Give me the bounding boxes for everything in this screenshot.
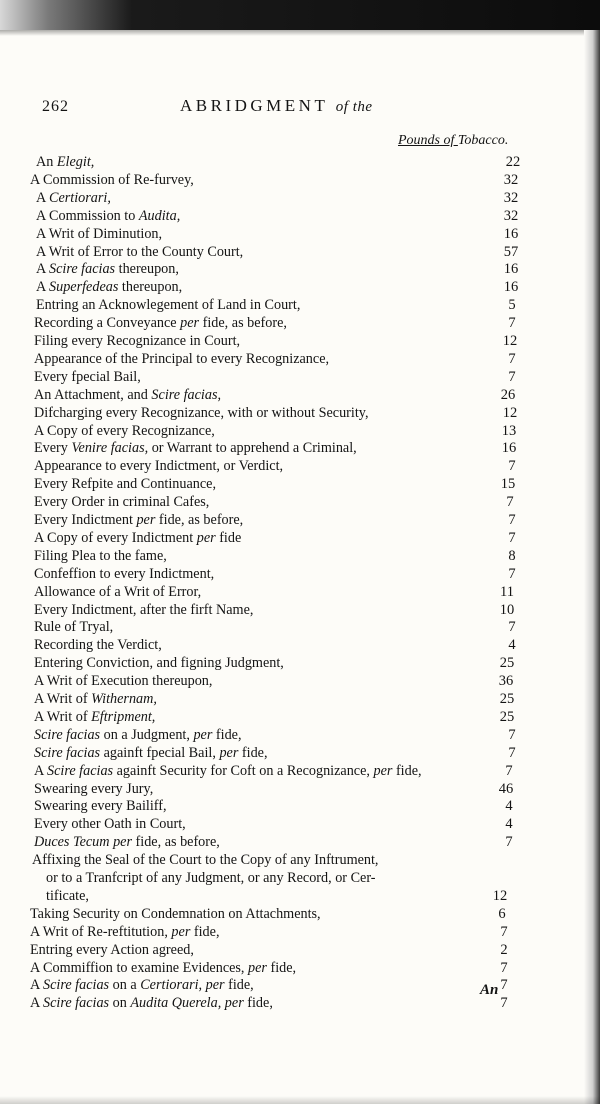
italic-text: Withernam,: [91, 691, 157, 707]
fee-entry: [36, 189, 520, 207]
fee-entry-value: 7: [508, 458, 516, 475]
fee-entry-label: [34, 815, 186, 833]
text: fide,: [266, 959, 297, 976]
italic-text: Venire facias,: [71, 440, 149, 457]
italic-text: per: [171, 923, 191, 940]
fee-entry-value: 32: [503, 189, 519, 206]
text: An Attachment, and: [34, 386, 152, 403]
fee-entry: [34, 815, 520, 833]
fee-entry-label: [36, 243, 243, 261]
fee-entry-label: [34, 422, 215, 440]
fee-entry-value: 16: [503, 261, 519, 278]
text: A Writ of Error to the County Court,: [36, 243, 244, 260]
fee-entry: [34, 529, 520, 547]
italic-text: Superfedeas: [49, 279, 119, 296]
fee-entry-value: 7: [508, 529, 516, 546]
text: A Writ of: [34, 708, 92, 725]
italic-text: Scire facias,: [151, 386, 222, 403]
fee-entry-label: [34, 314, 287, 332]
fee-table: [0, 153, 600, 1012]
fee-entry-value: 16: [503, 279, 519, 296]
fee-entry-label: [34, 457, 283, 475]
text: Filing every Recognizance in Court,: [34, 333, 241, 349]
italic-text: per: [219, 744, 239, 761]
fee-entry: [34, 547, 520, 565]
fee-entry-value: 32: [503, 171, 519, 188]
fee-entry: [34, 672, 520, 690]
fee-entry-label: [34, 744, 268, 762]
text: Every Indictment: [34, 512, 137, 528]
fee-entry: [34, 565, 520, 583]
italic-text: Scire facias: [47, 762, 114, 779]
text: A Commission to: [36, 207, 139, 224]
fee-entry-label: [30, 941, 194, 959]
text: A: [36, 279, 50, 296]
fee-entry-value: 26: [500, 386, 516, 403]
text: tificate,: [46, 887, 89, 904]
text: A: [30, 977, 44, 994]
fee-entry-value: 16: [501, 440, 517, 457]
running-head: [180, 96, 373, 116]
italic-text: Scire facias: [43, 977, 110, 994]
text: Rule of Tryal,: [34, 619, 114, 636]
italic-text: Scire facias: [34, 726, 101, 743]
italic-text: per: [205, 977, 225, 994]
fee-entry-label: [34, 350, 329, 368]
fee-entry-label: [34, 565, 214, 583]
text: Entring an Acknowlegement of Land in Court,: [36, 297, 301, 314]
fee-entry-label: [34, 672, 212, 690]
column-heading-prefix: Pounds of: [398, 133, 458, 148]
fee-entry-value: 4: [505, 798, 513, 815]
text: againft Security for Coft on a Recognizance,: [113, 762, 374, 779]
fee-entry-label: [34, 404, 369, 422]
fee-entry: [34, 422, 520, 440]
text: on a Judgment,: [100, 726, 194, 743]
text: or Warrant to apprehend a Criminal,: [148, 440, 357, 457]
fee-entry: [36, 207, 520, 225]
fee-entry-label: [30, 994, 273, 1012]
fee-entry: [34, 350, 520, 368]
text: A Writ of Execution thereupon,: [34, 673, 213, 690]
fee-entry-value: 5: [508, 297, 516, 314]
fee-entry-label: [30, 976, 254, 994]
text: Every Indictment, after the firft Name,: [34, 601, 254, 618]
text: A Commiffion to examine Evidences,: [30, 959, 249, 976]
running-head-title: ABRIDGMENT: [180, 96, 329, 115]
fee-entry-label: [34, 439, 357, 457]
italic-text: per: [196, 529, 216, 546]
fee-entry: [30, 959, 520, 977]
fee-entry-label: [34, 833, 220, 851]
fee-entry-label: [34, 547, 167, 565]
italic-text: Audita,: [138, 207, 181, 224]
text: A Copy of every Indictment: [34, 529, 197, 546]
text: Every: [34, 440, 72, 457]
fee-entry-label: [34, 762, 422, 780]
fee-entry-label: [34, 618, 113, 636]
fee-entry-value: 22: [505, 154, 521, 170]
fee-entry-label: [34, 493, 209, 511]
text: thereupon,: [115, 261, 179, 278]
scan-bottom-edge: [0, 1096, 600, 1104]
fee-entry-value: 13: [501, 422, 517, 439]
page-header: [34, 94, 524, 118]
fee-entry-value: 16: [503, 225, 519, 242]
fee-entry-label: [34, 475, 216, 493]
text: Entering Conviction, and figning Judgment,: [34, 655, 284, 672]
fee-entry-value: 7: [506, 494, 514, 511]
text: Every Order in criminal Cafes,: [34, 494, 210, 511]
fee-entry: [36, 153, 520, 171]
text: A Writ of: [34, 691, 92, 707]
fee-entry-label: [34, 529, 241, 547]
italic-text: Certiorari,: [140, 977, 203, 994]
fee-entry-value: 7: [508, 368, 516, 385]
text: fide,: [224, 977, 254, 994]
fee-entry-value: 10: [499, 601, 515, 618]
fee-entry-value: 8: [508, 547, 516, 564]
text: fide,: [238, 744, 268, 761]
fee-entry-label: [34, 386, 221, 404]
text: fide, as before,: [132, 834, 220, 851]
fee-entry-label: [34, 726, 242, 744]
fee-entry-value: 25: [499, 708, 515, 725]
fee-entry: [34, 511, 520, 529]
text: A: [30, 995, 44, 1012]
fee-entry-value: 7: [508, 565, 516, 582]
italic-text: Scire facias: [34, 744, 101, 761]
fee-entry-label: [36, 296, 300, 314]
fee-entry: [36, 243, 520, 261]
fee-entry-label: [34, 797, 167, 815]
fee-entry-value: 7: [505, 762, 513, 779]
fee-entry: [34, 368, 520, 386]
column-heading: [398, 133, 508, 149]
italic-text: per: [373, 762, 393, 779]
fee-entry: [34, 780, 520, 798]
italic-text: per: [180, 315, 200, 332]
fee-entry-value: 46: [498, 780, 514, 797]
fee-entry-label: [34, 368, 141, 386]
text: fide: [215, 529, 242, 546]
fee-entry-value: 12: [502, 404, 518, 421]
fee-entry-value: 57: [503, 243, 519, 260]
text: thereupon,: [118, 279, 183, 296]
fee-entry-value: 7: [500, 923, 508, 940]
italic-text: per: [248, 959, 267, 976]
italic-text: Duces Tecum: [34, 834, 110, 851]
fee-entry: [30, 923, 520, 941]
fee-entry-value: 15: [500, 476, 516, 493]
fee-entry-label: [34, 654, 284, 672]
fee-entry-label: [34, 708, 155, 726]
fee-entry: [34, 601, 520, 619]
fee-entry-value: 12: [502, 333, 518, 349]
fee-entry-value: 7: [500, 977, 508, 994]
fee-entry-label: [36, 189, 111, 207]
text: Allowance of a Writ of Error,: [34, 583, 202, 600]
fee-entry-label: [34, 511, 243, 529]
fee-entry-label: [34, 583, 201, 601]
fee-entry-value: 7: [508, 744, 516, 761]
fee-entry: [34, 404, 520, 422]
fee-entry-value: 7: [508, 512, 516, 528]
fee-entry-label: [36, 278, 182, 296]
fee-entry: [34, 314, 520, 332]
fee-entry-value: 36: [498, 673, 514, 690]
fee-entry: [46, 887, 520, 905]
italic-text: Audita Querela,: [130, 995, 222, 1012]
text: A Writ of Diminution,: [36, 225, 163, 242]
text: fide,: [392, 762, 422, 779]
fee-entry-label: [34, 780, 153, 798]
text: Swearing every Jury,: [34, 780, 154, 797]
fee-entry: [30, 976, 520, 994]
text: Every Refpite and Continuance,: [34, 476, 217, 493]
italic-text: Eftripment,: [91, 708, 156, 725]
fee-entry: [36, 225, 520, 243]
text: Every fpecial Bail,: [34, 368, 141, 385]
column-heading-unit: Tobacco.: [457, 133, 509, 148]
fee-entry-label: [30, 905, 321, 923]
text: fide,: [212, 726, 242, 743]
text: Appearance of the Principal to every Recognizance,: [34, 350, 330, 367]
fee-entry-label: [36, 207, 180, 225]
fee-entry: [36, 260, 520, 278]
fee-entry: [32, 851, 520, 869]
italic-text: Scire facias: [49, 261, 116, 278]
fee-entry: [34, 726, 520, 744]
text: A: [36, 189, 50, 206]
fee-entry-label: [30, 959, 296, 977]
text: Affixing the Seal of the Court to the Copy of any Inftrument,: [32, 852, 379, 869]
text: on: [109, 995, 131, 1012]
fee-entry-value: 7: [508, 726, 516, 743]
fee-entry: [34, 654, 520, 672]
text: Taking Security on Condemnation on Attachments,: [30, 905, 321, 922]
fee-entry-label: [34, 332, 240, 350]
text: Every other Oath in Court,: [34, 816, 186, 833]
italic-text: Certiorari,: [49, 189, 111, 206]
text: A Writ of Re-reftitution,: [30, 923, 172, 940]
text: Entring every Action agreed,: [30, 941, 194, 958]
fee-entry: [34, 797, 520, 815]
fee-entry-value: 25: [499, 691, 515, 707]
fee-entry-value: 7: [508, 619, 516, 636]
fee-entry-value: 4: [508, 637, 516, 654]
fee-entry: [34, 332, 520, 350]
text: Appearance to every Indictment, or Verdict,: [34, 458, 284, 475]
fee-entry: [34, 833, 520, 851]
fee-entry-value: 6: [498, 905, 506, 922]
fee-entry-label: [34, 690, 157, 708]
fee-entry: [34, 475, 520, 493]
text: A: [36, 261, 50, 278]
catchword: An: [480, 982, 499, 998]
text: An: [36, 154, 57, 170]
fee-entry-value: 25: [499, 655, 515, 672]
fee-entry-value: 11: [500, 583, 514, 600]
text: A Copy of every Recognizance,: [34, 422, 215, 439]
text: or to a Tranfcript of any Judgment, or any Record, or Cer-: [46, 870, 376, 886]
text: A: [34, 762, 48, 779]
fee-entry: [46, 869, 520, 887]
fee-entry-label: [32, 851, 378, 869]
fee-entry: [36, 296, 520, 314]
text: A Commission of Re-furvey,: [30, 171, 194, 188]
fee-entry: [34, 583, 520, 601]
text: fide,: [243, 995, 273, 1012]
italic-text: per: [113, 834, 132, 851]
running-head-suffix: of the: [335, 99, 373, 115]
fee-entry: [34, 439, 520, 457]
fee-entry-value: 7: [505, 834, 513, 851]
fee-entry-value: 32: [503, 207, 519, 224]
fee-entry-label: [34, 636, 162, 654]
fee-entry-value: 12: [492, 887, 508, 904]
fee-entry: [34, 690, 520, 708]
fee-entry: [34, 744, 520, 762]
fee-entry-value: 7: [500, 959, 508, 976]
fee-entry-label: [46, 869, 376, 887]
fee-entry-value: 7: [508, 315, 516, 332]
fee-entry-label: [36, 260, 179, 278]
fee-entry-label: [46, 887, 89, 905]
italic-text: per: [224, 995, 244, 1012]
fee-entry: [34, 636, 520, 654]
text: Difcharging every Recognizance, with or without Security,: [34, 404, 369, 421]
fee-entry-value: 4: [505, 816, 513, 833]
fee-entry-label: [30, 923, 220, 941]
fee-entry-value: 7: [500, 995, 508, 1012]
fee-entry: [34, 618, 520, 636]
fee-entry-label: [30, 171, 194, 189]
fee-entry-value: 2: [500, 941, 508, 958]
scan-top-edge: [0, 0, 600, 30]
text: Confeffion to every Indictment,: [34, 565, 215, 582]
fee-entry-label: [34, 601, 253, 619]
text: Swearing every Bailiff,: [34, 798, 167, 815]
text: fide,: [190, 923, 220, 940]
text: Recording the Verdict,: [34, 637, 162, 654]
fee-entry: [30, 994, 520, 1012]
text: on a: [109, 977, 141, 994]
fee-entry-value: 7: [508, 350, 516, 367]
fee-entry-label: [36, 225, 162, 243]
fee-entry: [36, 278, 520, 296]
fee-entry: [34, 708, 520, 726]
text: Recording a Conveyance: [34, 315, 181, 332]
text: againft fpecial Bail,: [100, 744, 220, 761]
page-number: 262: [42, 98, 69, 115]
fee-entry: [34, 457, 520, 475]
fee-entry: [30, 941, 520, 959]
text: fide, as before,: [155, 512, 244, 528]
text: Filing Plea to the fame,: [34, 547, 167, 564]
fee-entry: [30, 905, 520, 923]
fee-entry: [30, 171, 520, 189]
fee-entry-label: [36, 153, 94, 171]
italic-text: per: [136, 512, 156, 528]
italic-text: Scire facias: [43, 995, 110, 1012]
fee-entry: [34, 493, 520, 511]
italic-text: Elegit,: [56, 154, 95, 170]
text: fide, as before,: [199, 315, 287, 332]
fee-entry: [34, 386, 520, 404]
italic-text: per: [193, 726, 213, 743]
fee-entry: [34, 762, 520, 780]
